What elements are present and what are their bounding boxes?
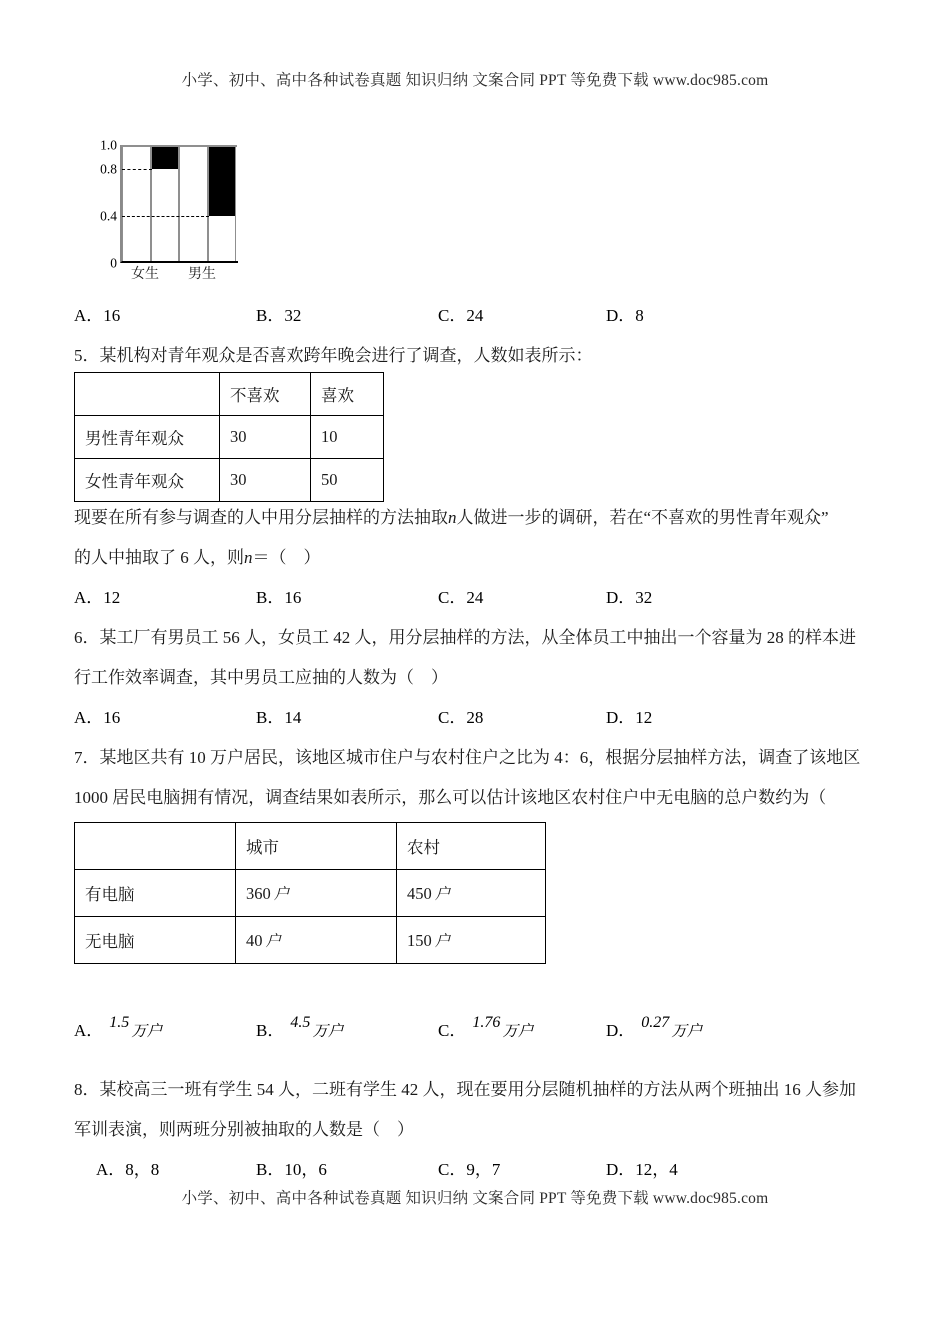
table-row (75, 917, 546, 964)
q5-variable-n-2: n (244, 548, 253, 567)
q8-line-1: 8．某校高三一班有学生 54 人，二班有学生 42 人，现在要用分层随机抽样的方法从两个班抽出 16 人参加 (74, 1080, 856, 1099)
q6-options (74, 698, 876, 738)
cell-city-has-computer-value: 360 (246, 884, 271, 903)
q7-option-d-label: D． (606, 1021, 636, 1040)
header-corner-cell (75, 373, 220, 416)
header-corner-cell (75, 823, 236, 870)
q6-option-a[interactable]: A．16 (74, 708, 121, 727)
q8-option-b[interactable]: B．10，6 (256, 1160, 327, 1179)
cell-rural-has-computer-value: 450 (407, 884, 432, 903)
table-row (75, 416, 384, 459)
q7-option-b-unit: 万户 (312, 1023, 344, 1040)
y-tick-0.8: 0.8 (100, 160, 117, 176)
q7-line-2: 1000 居民电脑拥有情况，调查结果如表所示，那么可以估计该地区农村住户中无电脑的总户数约为（ (74, 788, 827, 807)
q7-option-c-value: 1.76 (472, 1014, 501, 1031)
q5-option-a[interactable]: A．12 (74, 588, 121, 607)
cell-city-no-computer (236, 917, 397, 964)
q6-line-2: 行工作效率调查，其中男员工应抽的人数为（ ） (74, 668, 448, 687)
cell-rural-no-computer-value: 150 (407, 931, 432, 950)
q6-line-1: 6．某工厂有男员工 56 人，女员工 42 人，用分层抽样的方法，从全体员工中抽出一个容量为 28 的样本进 (74, 628, 856, 647)
computer-ownership-table (74, 822, 546, 964)
q8-option-d[interactable]: D．12，4 (606, 1160, 678, 1179)
q4-options (74, 296, 876, 336)
row-label-no-computer: 无电脑 (75, 917, 236, 964)
q7-option-b-value: 4.5 (290, 1014, 311, 1031)
cell-city-has-computer (236, 870, 397, 917)
q5-body2-pre: 的人中抽取了 6 人，则 (74, 548, 244, 567)
footer-watermark-url: www.doc985.com (652, 1190, 769, 1207)
cell-city-has-computer-unit: 户 (273, 886, 290, 903)
table-row (75, 459, 384, 502)
q4-option-a[interactable]: A．16 (74, 306, 121, 325)
cell-male-dislike: 30 (220, 416, 311, 459)
survey-table (74, 372, 384, 502)
cell-rural-no-computer-unit: 户 (434, 933, 451, 950)
q8-option-c[interactable]: C．9，7 (438, 1160, 501, 1179)
table-header-row (75, 823, 546, 870)
q7-option-c-label: C． (438, 1021, 467, 1040)
header-watermark-url: www.doc985.com (652, 72, 769, 89)
cell-female-like: 50 (311, 459, 384, 502)
q7-option-a-label: A． (74, 1021, 104, 1040)
q7-option-d[interactable] (606, 1008, 702, 1055)
x-label-female: 女生 (131, 267, 159, 282)
row-label-has-computer: 有电脑 (75, 870, 236, 917)
footer-watermark-text: 小学、初中、高中各种试卷真题 知识归纳 文案合同 PPT 等免费下载 (181, 1190, 649, 1207)
q7-option-a-value: 1.5 (109, 1014, 130, 1031)
y-tick-1.0: 1.0 (100, 137, 117, 153)
x-label-male: 男生 (188, 267, 216, 282)
q5-option-b[interactable]: B．16 (256, 588, 302, 607)
q7-option-b-label: B． (256, 1021, 285, 1040)
q5-option-c[interactable]: C．24 (438, 588, 484, 607)
y-tick-0.4: 0.4 (100, 208, 117, 224)
table-row (75, 870, 546, 917)
q7-line-1: 7．某地区共有 10 万户居民，该地区城市住户与农村住户之比为 4：6，根据分层抽样方法，调查了该地区 (74, 748, 861, 767)
cell-rural-has-computer (397, 870, 546, 917)
header-rural: 农村 (397, 823, 546, 870)
cell-city-no-computer-unit: 户 (265, 933, 282, 950)
q5-body-line-2 (74, 538, 876, 578)
cell-rural-has-computer-unit: 户 (434, 886, 451, 903)
cell-male-like: 10 (311, 416, 384, 459)
q6-option-b[interactable]: B．14 (256, 708, 302, 727)
q5-stem: 5．某机构对青年观众是否喜欢跨年晚会进行了调查，人数如表所示： (74, 346, 593, 365)
q8-line-2: 军训表演，则两班分别被抽取的人数是（ ） (74, 1120, 414, 1139)
header-city: 城市 (236, 823, 397, 870)
content-column (74, 0, 876, 1190)
q7-option-b[interactable] (256, 1008, 343, 1055)
q4-option-c[interactable]: C．24 (438, 306, 484, 325)
q8-option-a[interactable]: A．8，8 (96, 1160, 160, 1179)
q5-body-post: 人做进一步的调研，若在“不喜欢的男性青年观众” (456, 508, 829, 527)
q4-option-b[interactable]: B．32 (256, 306, 302, 325)
q5-option-d[interactable]: D．32 (606, 588, 653, 607)
q7-option-d-unit: 万户 (671, 1023, 703, 1040)
q6-option-d[interactable]: D．12 (606, 708, 653, 727)
q5-options (74, 578, 876, 618)
row-label-female-youth: 女性青年观众 (75, 459, 220, 502)
header-dislike: 不喜欢 (220, 373, 311, 416)
q5-variable-n: n (448, 508, 457, 527)
cell-rural-no-computer (397, 917, 546, 964)
cell-female-dislike: 30 (220, 459, 311, 502)
q5-body-line-1 (74, 498, 876, 538)
y-tick-0: 0 (110, 255, 117, 271)
row-label-male-youth: 男性青年观众 (75, 416, 220, 459)
q6-option-c[interactable]: C．28 (438, 708, 484, 727)
cell-city-no-computer-value: 40 (246, 931, 263, 950)
q7-option-a[interactable] (74, 1008, 162, 1055)
q4-option-d[interactable]: D．8 (606, 306, 644, 325)
table-header-row (75, 373, 384, 416)
q7-option-c[interactable] (438, 1008, 533, 1055)
q8-options (74, 1150, 876, 1190)
q7-options (74, 1008, 876, 1054)
q7-option-d-value: 0.27 (641, 1014, 670, 1031)
q7-option-a-unit: 万户 (131, 1023, 163, 1040)
q5-body2-post: ＝（ ） (252, 548, 321, 567)
q5-body-pre: 现要在所有参与调查的人中用分层抽样的方法抽取 (74, 508, 448, 527)
footer-watermark (0, 1186, 950, 1208)
header-watermark-text: 小学、初中、高中各种试卷真题 知识归纳 文案合同 PPT 等免费下载 (181, 72, 649, 89)
q7-option-c-unit: 万户 (502, 1023, 534, 1040)
header-like: 喜欢 (311, 373, 384, 416)
